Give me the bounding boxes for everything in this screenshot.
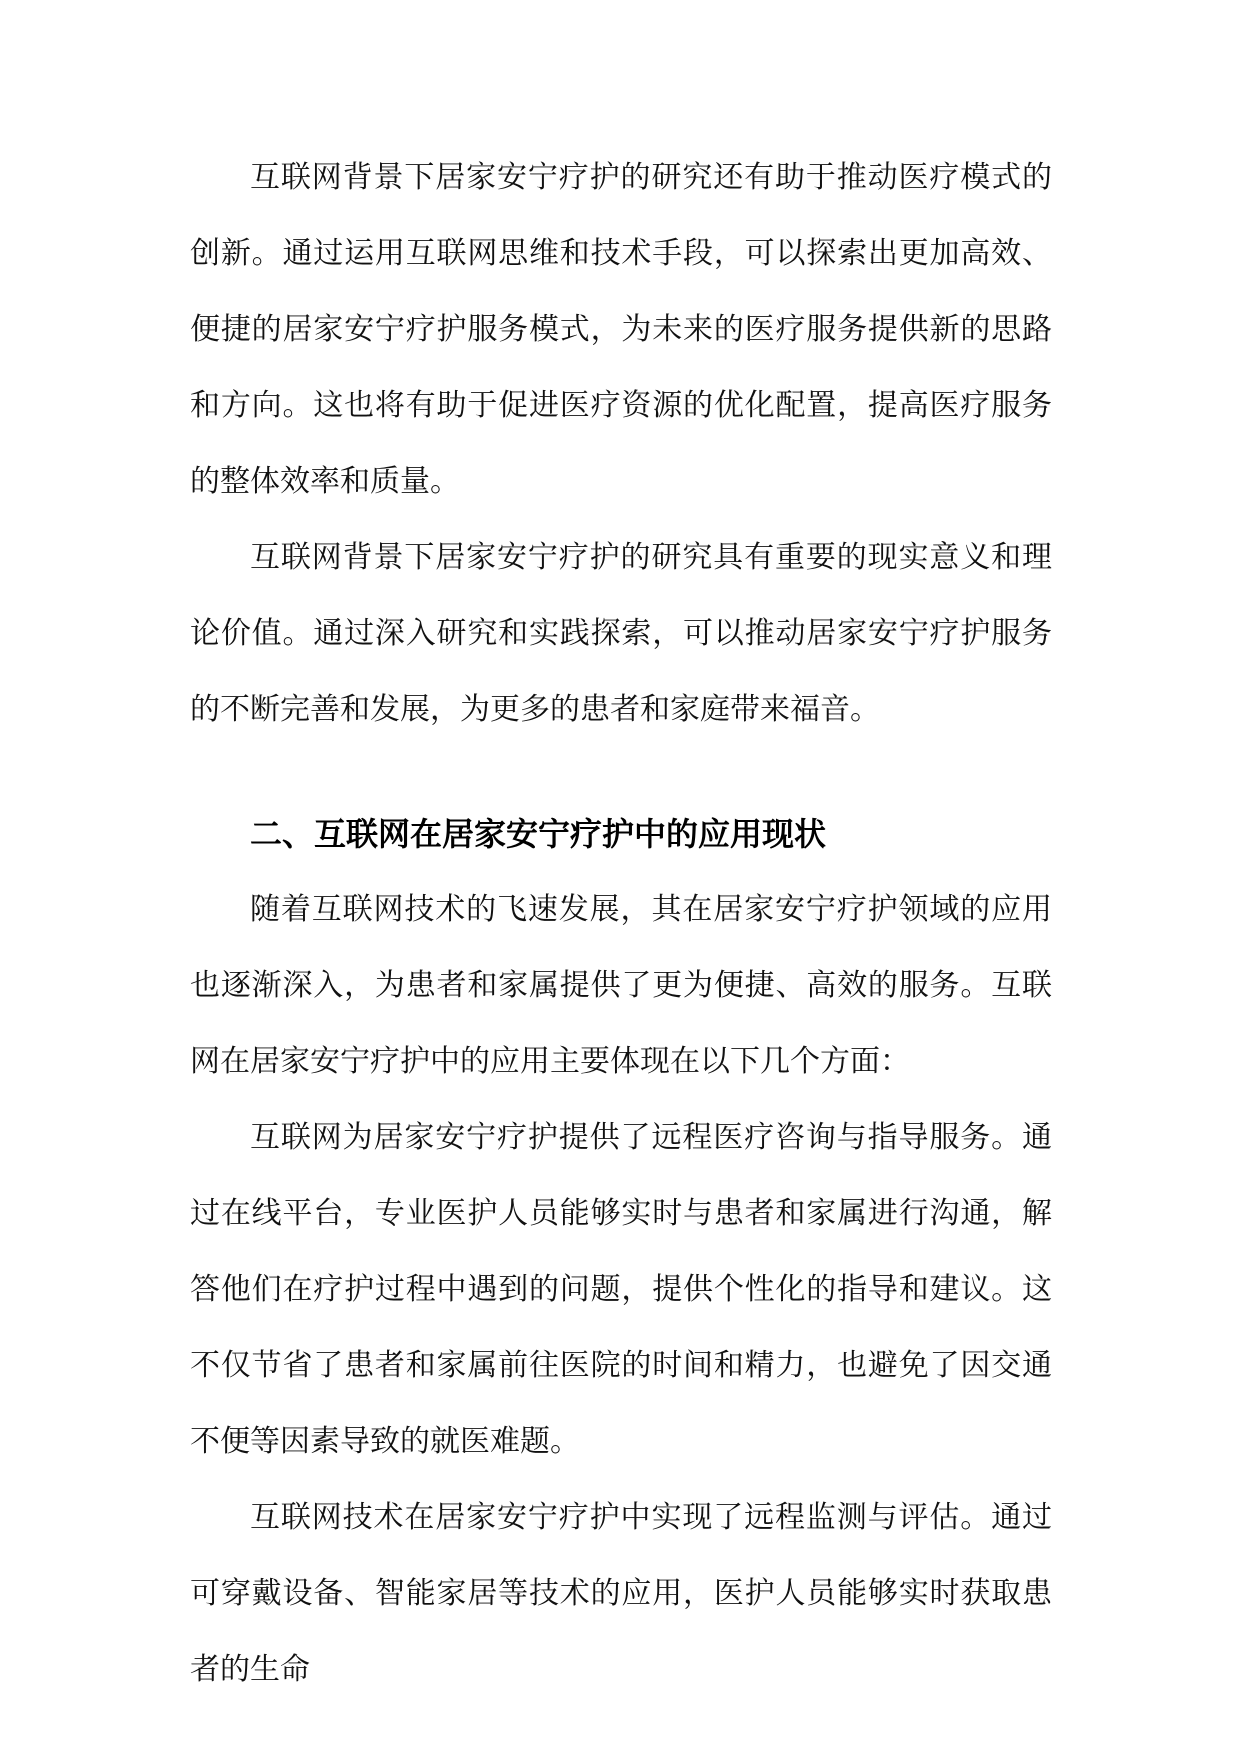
paragraph-innovation: 互联网背景下居家安宁疗护的研究还有助于推动医疗模式的创新。通过运用互联网思维和技术手段，可以探索出更加高效、便捷的居家安宁疗护服务模式，为未来的医疗服务提供新的思路和方向。这也将有助于促进医疗资源的优化配置，提高医疗服务的整体效率和质量。 — [190, 160, 1052, 499]
paragraph-remote-monitoring: 互联网技术在居家安宁疗护中实现了远程监测与评估。通过可穿戴设备、智能家居等技术的应用，医护人员能够实时获取患者的生命 — [190, 1500, 1052, 1687]
section-heading: 二、互联网在居家安宁疗护中的应用现状 — [250, 815, 827, 853]
paragraph-remote-consultation: 互联网为居家安宁疗护提供了远程医疗咨询与指导服务。通过在线平台，专业医护人员能够实时与患者和家属进行沟通，解答他们在疗护过程中遇到的问题，提供个性化的指导和建议。这不仅节省了患者和家属前往医院的时间和精力，也避免了因交通不便等因素导致的就医难题。 — [190, 1120, 1052, 1459]
paragraph-overview: 随着互联网技术的飞速发展，其在居家安宁疗护领域的应用也逐渐深入，为患者和家属提供了更为便捷、高效的服务。互联网在居家安宁疗护中的应用主要体现在以下几个方面： — [190, 892, 1052, 1079]
document-body — [190, 140, 1052, 1708]
paragraph-significance: 互联网背景下居家安宁疗护的研究具有重要的现实意义和理论价值。通过深入研究和实践探索，可以推动居家安宁疗护服务的不断完善和发展，为更多的患者和家庭带来福音。 — [190, 540, 1052, 727]
